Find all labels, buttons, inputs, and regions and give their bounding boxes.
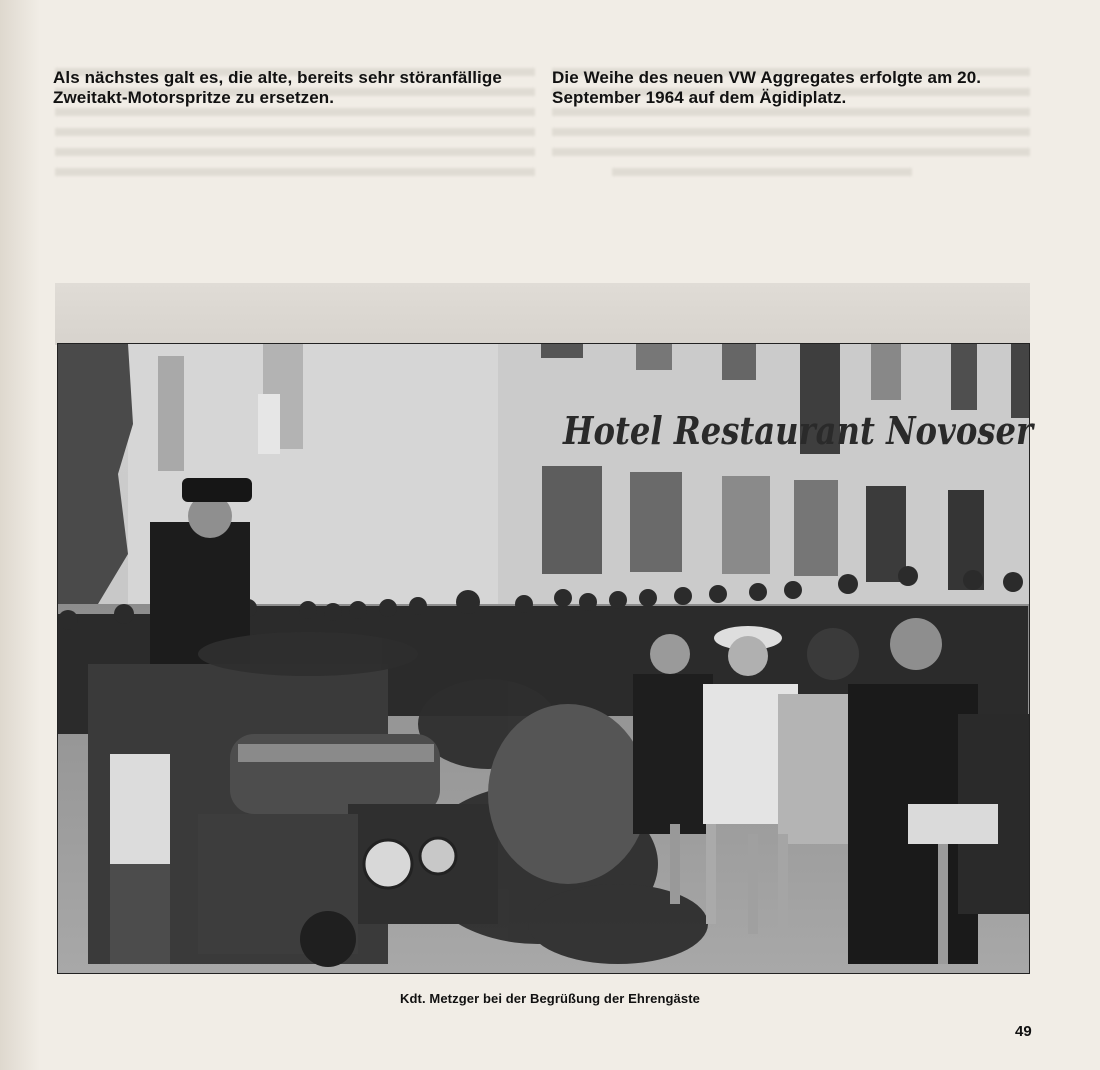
left-column-text: Als nächstes galt es, die alte, bereits sehr störanfällige Zweitakt-Motorspritze zu ersetzen. [53, 68, 502, 107]
page-gutter-shadow [0, 0, 40, 1070]
ceremony-photo [57, 343, 1036, 974]
photo-caption: Kdt. Metzger bei der Begrüßung der Ehrengäste [400, 991, 700, 1006]
hotel-sign-text: Hotel Restaurant Novoser [562, 408, 1036, 453]
right-column-text: Die Weihe des neuen VW Aggregates erfolgte am 20. September 1964 auf dem Ägidiplatz. [552, 68, 982, 107]
page-number: 49 [1015, 1023, 1032, 1040]
photo-top-band [55, 283, 1030, 345]
